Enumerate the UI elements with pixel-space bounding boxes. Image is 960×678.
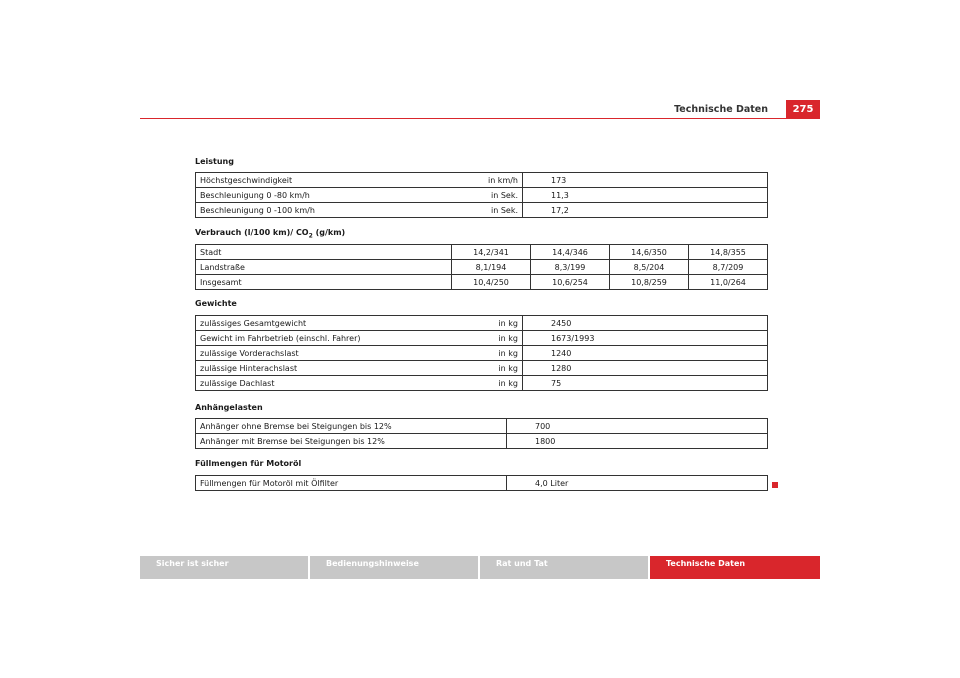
row-label: Stadt bbox=[196, 245, 452, 260]
row-unit: in kg bbox=[454, 376, 523, 391]
tab-label: Technische Daten bbox=[666, 559, 746, 568]
row-value: 4,0 Liter bbox=[507, 476, 768, 491]
row-value: 700 bbox=[507, 419, 768, 434]
row-value: 173 bbox=[523, 173, 768, 188]
row-label: zulässige Dachlast bbox=[196, 376, 455, 391]
row-value: 11,3 bbox=[523, 188, 768, 203]
table-row bbox=[196, 245, 768, 260]
tab-sicher-ist-sicher[interactable] bbox=[140, 556, 308, 579]
row-label: zulässige Vorderachslast bbox=[196, 346, 455, 361]
page-number-badge: 275 bbox=[786, 100, 820, 119]
row-value: 2450 bbox=[523, 316, 768, 331]
table-row bbox=[196, 434, 768, 449]
row-value: 1280 bbox=[523, 361, 768, 376]
row-value: 10,6/254 bbox=[531, 275, 610, 290]
table-row bbox=[196, 188, 768, 203]
table-gewichte bbox=[195, 315, 768, 391]
tab-label: Bedienungshinweise bbox=[326, 559, 419, 568]
row-label: Beschleunigung 0 -100 km/h bbox=[196, 203, 455, 218]
row-unit: in kg bbox=[454, 361, 523, 376]
tab-rat-und-tat[interactable] bbox=[480, 556, 648, 579]
row-value: 8,7/209 bbox=[689, 260, 768, 275]
row-value: 14,2/341 bbox=[452, 245, 531, 260]
row-value: 1800 bbox=[507, 434, 768, 449]
table-row bbox=[196, 275, 768, 290]
tab-technische-daten[interactable] bbox=[650, 556, 820, 579]
header-rule bbox=[140, 118, 820, 119]
table-row bbox=[196, 476, 768, 491]
row-label: Füllmengen für Motoröl mit Ölfilter bbox=[196, 476, 507, 491]
row-value: 11,0/264 bbox=[689, 275, 768, 290]
table-anhaengelasten bbox=[195, 418, 768, 449]
row-value: 8,3/199 bbox=[531, 260, 610, 275]
table-row bbox=[196, 361, 768, 376]
row-value: 10,8/259 bbox=[610, 275, 689, 290]
row-label: Beschleunigung 0 -80 km/h bbox=[196, 188, 455, 203]
table-fuellmengen bbox=[195, 475, 768, 491]
row-label: zulässiges Gesamtgewicht bbox=[196, 316, 455, 331]
row-label: zulässige Hinterachslast bbox=[196, 361, 455, 376]
section-title-fuellmengen: Füllmengen für Motoröl bbox=[195, 459, 302, 468]
row-value: 14,8/355 bbox=[689, 245, 768, 260]
row-label: Höchstgeschwindigkeit bbox=[196, 173, 455, 188]
section-title-gewichte: Gewichte bbox=[195, 299, 237, 308]
section-title-leistung: Leistung bbox=[195, 157, 234, 166]
table-row bbox=[196, 260, 768, 275]
table-row bbox=[196, 316, 768, 331]
table-row bbox=[196, 331, 768, 346]
row-label: Anhänger ohne Bremse bei Steigungen bis 12% bbox=[196, 419, 507, 434]
table-row bbox=[196, 203, 768, 218]
row-value: 8,1/194 bbox=[452, 260, 531, 275]
row-unit: in kg bbox=[454, 331, 523, 346]
row-value: 10,4/250 bbox=[452, 275, 531, 290]
tab-bedienungshinweise[interactable] bbox=[310, 556, 478, 579]
verbrauch-title-suffix: (g/km) bbox=[312, 228, 346, 237]
table-leistung bbox=[195, 172, 768, 218]
row-value: 14,4/346 bbox=[531, 245, 610, 260]
row-label: Gewicht im Fahrbetrieb (einschl. Fahrer) bbox=[196, 331, 455, 346]
row-unit: in km/h bbox=[454, 173, 523, 188]
row-label: Insgesamt bbox=[196, 275, 452, 290]
verbrauch-title-sub: 2 bbox=[308, 232, 313, 240]
row-value: 14,6/350 bbox=[610, 245, 689, 260]
row-value: 17,2 bbox=[523, 203, 768, 218]
tab-label: Rat und Tat bbox=[496, 559, 548, 568]
row-unit: in kg bbox=[454, 316, 523, 331]
table-verbrauch bbox=[195, 244, 768, 290]
section-title-anhaengelasten: Anhängelasten bbox=[195, 403, 263, 412]
page-header-title: Technische Daten bbox=[674, 104, 768, 115]
row-value: 75 bbox=[523, 376, 768, 391]
row-unit: in Sek. bbox=[454, 203, 523, 218]
row-label: Landstraße bbox=[196, 260, 452, 275]
row-value: 8,5/204 bbox=[610, 260, 689, 275]
table-row bbox=[196, 173, 768, 188]
row-label: Anhänger mit Bremse bei Steigungen bis 12% bbox=[196, 434, 507, 449]
tab-label: Sicher ist sicher bbox=[156, 559, 229, 568]
verbrauch-title-prefix: Verbrauch (l/100 km)/ CO bbox=[195, 228, 309, 237]
section-title-verbrauch bbox=[195, 228, 345, 240]
table-row bbox=[196, 376, 768, 391]
row-unit: in kg bbox=[454, 346, 523, 361]
table-row bbox=[196, 346, 768, 361]
row-unit: in Sek. bbox=[454, 188, 523, 203]
footer-tab-strip bbox=[140, 556, 820, 579]
row-value: 1240 bbox=[523, 346, 768, 361]
table-row bbox=[196, 419, 768, 434]
section-end-marker bbox=[772, 482, 778, 488]
row-value: 1673/1993 bbox=[523, 331, 768, 346]
